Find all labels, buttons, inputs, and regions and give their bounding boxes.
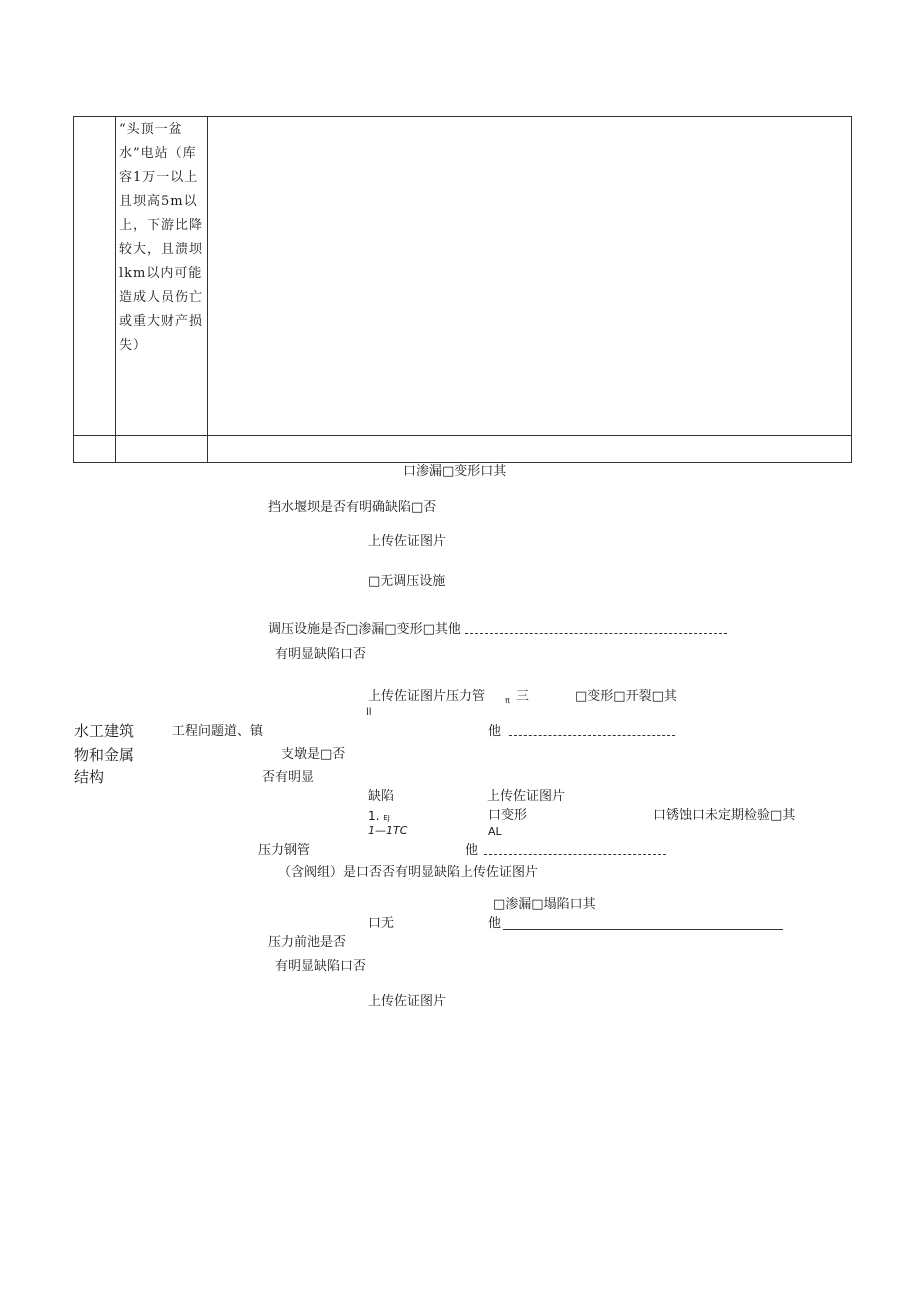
pipe-other-fill-line[interactable] <box>509 727 675 736</box>
table-row <box>74 117 852 436</box>
forebay-question-2[interactable]: 有明显缺陷口否 <box>275 959 367 974</box>
forebay-other-label: 他 <box>488 916 502 931</box>
defect-label: 缺陷 <box>368 789 395 804</box>
forebay-question: 压力前池是否 <box>268 935 347 950</box>
table-cell-index <box>74 117 116 436</box>
pi-mark: π <box>505 696 510 705</box>
dam-question[interactable]: 挡水堰坝是否有明确缺陷□否 <box>268 500 437 515</box>
engineering-upload-link[interactable]: 上传佐证图片 <box>487 789 566 804</box>
obvious-label: 否有明显 <box>262 770 315 785</box>
num-1-text: 1. <box>368 809 384 823</box>
regulation-upload-link[interactable]: 上传佐证图片压力管 <box>368 689 486 704</box>
forebay-upload-link[interactable]: 上传佐证图片 <box>368 994 447 1009</box>
steel-pipe-other[interactable] <box>465 844 666 857</box>
num-1-sub: EJ <box>383 814 390 822</box>
regulation-question[interactable] <box>268 623 727 636</box>
engineering-label: 工程问题道、镇 <box>172 724 264 739</box>
table-cell-content <box>208 117 852 436</box>
three-mark: 三 <box>516 689 530 704</box>
table-row <box>74 436 852 463</box>
forebay-options[interactable]: □渗漏□塌陷口其 <box>493 897 596 912</box>
rust-options[interactable]: 口锈蚀口未定期检验□其 <box>653 808 796 823</box>
section-heading-2: 物和金属 <box>74 746 135 764</box>
steel-pipe-other-label: 他 <box>465 843 479 858</box>
table-cell <box>208 436 852 463</box>
al-mark: AL <box>488 825 502 838</box>
dam-upload-link[interactable]: 上传佐证图片 <box>368 534 447 549</box>
pipe-other-label: 他 <box>488 724 502 739</box>
pipe-deform-options[interactable]: □变形□开裂□其 <box>575 689 677 704</box>
table-cell-condition <box>116 117 208 436</box>
dam-condition-text: “头顶一盆水”电站（库容1万一以上且坝高5m以上，下游比降较大，且溃坝lkm以内可能造成人员伤亡或重大财产损失） <box>119 122 204 353</box>
support-question[interactable]: 支墩是□否 <box>281 747 346 762</box>
steel-pipe-fill-line[interactable] <box>484 846 666 855</box>
forebay-none[interactable]: 口无 <box>368 916 395 931</box>
no-regulation-checkbox[interactable]: □无调压设施 <box>368 574 446 589</box>
pipe-other[interactable] <box>488 725 675 738</box>
valve-question[interactable]: （含阀组）是口否否有明显缺陷上传佐证图片 <box>278 865 539 880</box>
dam-options[interactable]: 口渗漏□变形口其 <box>403 464 507 479</box>
regulation-question-2[interactable]: 有明显缺陷口否 <box>275 647 367 662</box>
ll-mark: ll <box>366 707 372 718</box>
form-table <box>73 116 852 463</box>
table-cell <box>116 436 208 463</box>
table-cell <box>74 436 116 463</box>
num-2: 1—1TC <box>368 824 408 837</box>
section-heading-1: 水工建筑 <box>74 722 135 740</box>
regulation-question-text: 调压设施是否□渗漏□变形□其他 <box>268 622 461 637</box>
forebay-fill-line[interactable] <box>503 921 783 930</box>
section-heading-3: 结构 <box>74 768 105 786</box>
num-1 <box>368 810 390 822</box>
steel-pipe-label: 压力钢管 <box>258 843 311 858</box>
forebay-other[interactable] <box>488 917 783 930</box>
deform-option[interactable]: 口变形 <box>488 808 528 823</box>
other-fill-line[interactable] <box>465 625 727 634</box>
